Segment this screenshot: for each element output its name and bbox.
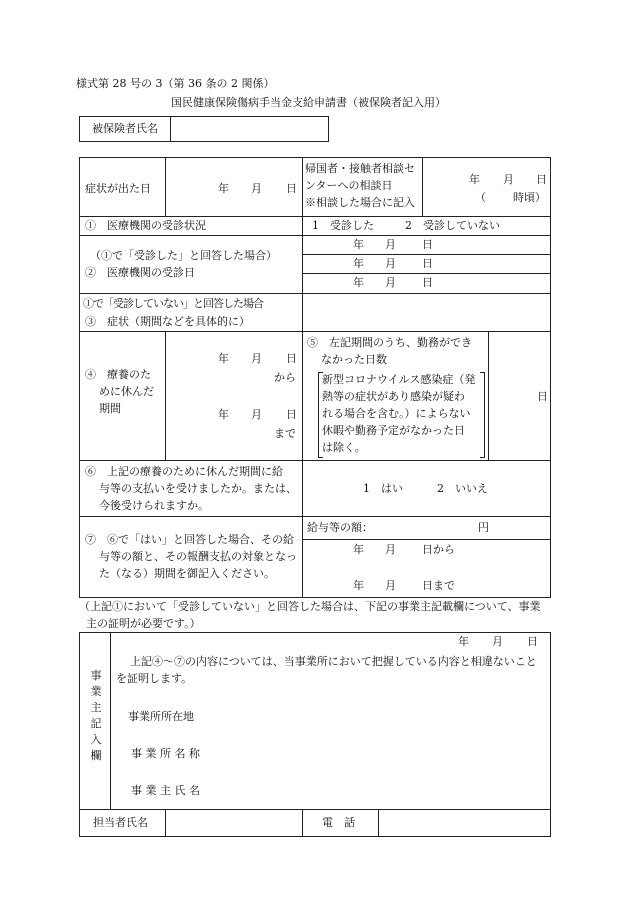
day-until-label: 日まで <box>422 579 455 592</box>
year-unit: 年 <box>469 173 480 186</box>
visit-option-yes[interactable]: 1 受診した <box>312 219 374 232</box>
pay-amount-question-label: ⑦ ⑥で「はい」と回答した場合、その給 与等の額と、その報酬支払の対象となっ た（なる）期間を御記入ください。 <box>85 533 297 580</box>
year-unit: 年 <box>218 352 229 365</box>
employer-cert-note: （上記①において「受診していない」と回答した場合は、下記の事業主記載欄について、事業 主の証明が必要です。） <box>79 600 541 630</box>
day-unit: 日 <box>286 352 297 365</box>
month-unit: 月 <box>385 579 396 592</box>
phone-field[interactable] <box>380 811 549 835</box>
month-unit: 月 <box>385 257 396 270</box>
owner-name-field[interactable] <box>210 779 545 801</box>
month-unit: 月 <box>251 408 262 421</box>
visit-option-no[interactable]: 2 受診していない <box>405 219 500 232</box>
employer-section-side-label: 事 業 主 記 入 欄 <box>90 669 102 762</box>
day-unit: 日 <box>527 635 538 648</box>
month-unit: 月 <box>385 276 396 289</box>
form-number: 様式第 28 号の 3（第 36 条の 2 関係） <box>76 77 275 90</box>
symptom-date-label: 症状が出た日 <box>85 182 151 195</box>
symptom-date-field[interactable] <box>167 159 301 214</box>
yen-unit: 円 <box>478 521 489 534</box>
day-unit: 日 <box>422 276 433 289</box>
time-unit: 時頃） <box>513 191 546 204</box>
visit-status-label: ① 医療機関の受診状況 <box>85 219 206 232</box>
day-from-label: 日から <box>422 543 455 556</box>
until-label: まで <box>274 427 296 440</box>
month-unit: 月 <box>385 238 396 251</box>
business-address-label: 事業所所在地 <box>128 710 194 723</box>
insured-name-field[interactable] <box>172 118 326 140</box>
insured-name-label: 被保険者氏名 <box>92 122 158 135</box>
day-unit: 日 <box>536 173 547 186</box>
workless-days-note: 新型コロナウイルス感染症（発 熱等の症状があり感染が疑わ れる場合を含む。）によらない 休暇や勤務予定がなかった日 は除く。 <box>322 373 476 454</box>
month-unit: 月 <box>251 352 262 365</box>
workless-days-label: ⑤ 左記期間のうち、勤務ができ なかった日数 <box>307 336 472 366</box>
pay-question-label: ⑥ 上記の療養のために休んだ期間に給 与等の支払いを受けましたか。または、 今後受けられますか。 <box>85 465 297 512</box>
visit-date-label: ② 医療機関の受診日 <box>85 266 195 279</box>
contact-person-field[interactable] <box>167 811 301 835</box>
symptom-description-field[interactable] <box>304 295 549 329</box>
cert-statement: 上記④～⑦の内容については、当事業所において把握している内容と相違ないこと を証明します。 <box>116 655 537 685</box>
owner-name-label: 事 業 主 氏 名 <box>131 784 200 797</box>
year-unit: 年 <box>353 543 364 556</box>
year-unit: 年 <box>458 635 469 648</box>
year-unit: 年 <box>353 276 364 289</box>
symptom-condition: ①で「受診していない」と回答した場合 <box>83 297 263 310</box>
contact-person-label: 担当者氏名 <box>93 816 148 829</box>
center-consult-label: 帰国者・接触者相談セ ンターへの相談日 ※相談した場合に記入 <box>305 162 415 209</box>
month-unit: 月 <box>385 543 396 556</box>
pay-option-yes[interactable]: 1 はい <box>363 482 403 495</box>
pay-option-no[interactable]: 2 いいえ <box>437 482 488 495</box>
day-unit: 日 <box>286 408 297 421</box>
day-unit: 日 <box>422 238 433 251</box>
year-unit: 年 <box>218 408 229 421</box>
paren-open: （ <box>475 191 486 204</box>
from-label: から <box>274 371 296 384</box>
year-unit: 年 <box>353 579 364 592</box>
center-consult-date-field[interactable] <box>424 159 549 214</box>
leave-period-label: ④ 療養のた めに休んだ 期間 <box>85 368 154 415</box>
year-unit: 年 <box>218 182 229 195</box>
business-name-label: 事 業 所 名 称 <box>131 747 200 760</box>
pay-amount-field[interactable] <box>375 518 475 537</box>
page-title: 国民健康保険傷病手当金支給申請書（被保険者記入用） <box>171 96 446 109</box>
day-unit: 日 <box>537 390 548 403</box>
day-unit: 日 <box>286 182 297 195</box>
day-unit: 日 <box>422 257 433 270</box>
business-address-field[interactable] <box>210 705 545 727</box>
year-unit: 年 <box>353 257 364 270</box>
note-bracket-right <box>480 372 485 458</box>
phone-label: 電 話 <box>322 816 355 829</box>
month-unit: 月 <box>503 173 514 186</box>
month-unit: 月 <box>251 182 262 195</box>
pay-amount-label: 給与等の額： <box>307 521 373 534</box>
year-unit: 年 <box>353 238 364 251</box>
business-name-field[interactable] <box>210 742 545 764</box>
month-unit: 月 <box>492 635 503 648</box>
visit-date-condition: （①で「受診した」と回答した場合） <box>90 249 277 262</box>
symptom-description-label: ③ 症状（期間などを具体的に） <box>85 315 250 328</box>
